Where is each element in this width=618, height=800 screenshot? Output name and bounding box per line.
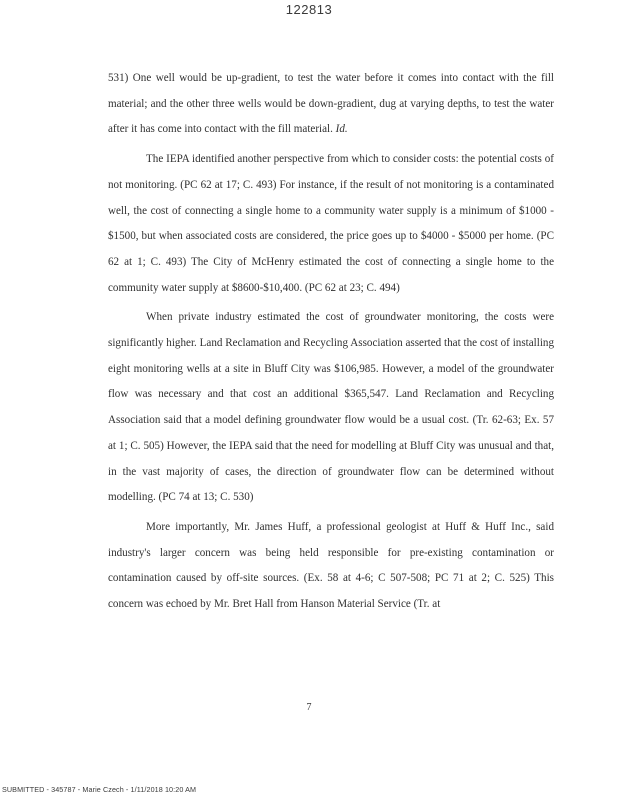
paragraph-2: The IEPA identified another perspective from which to consider costs: the potential costs of not monitoring. (PC 62 at 17; C. 493) For instance, if the result of not monitoring is a contaminated well, the cost of connecting a single home to a community water supply is a minimum of $1000 - $1500, but when associated costs are considered, the price goes up to $4000 - $5000 per home. (PC 62 at 1; C. 493) The City of McHenry estimated the cost of connecting a single home to the community water supply at $8600-$10,400. (PC 62 at 23; C. 494) [108, 153, 554, 294]
case-number-header: 122813 [285, 2, 333, 17]
citation-id: Id. [335, 123, 348, 136]
page-number: 7 [306, 702, 312, 713]
paragraph-1 [108, 66, 554, 143]
paragraph-3: When private industry estimated the cost of groundwater monitoring, the costs were significantly higher. Land Reclamation and Recycling Association asserted that the cost of installing eight monitoring wells at a site in Bluff City was $106,985. However, a model of the groundwater flow was necessary and that cost an additional $365,547. Land Reclamation and Recycling Association said that a model defining groundwater flow would be a usual cost. (Tr. 62-63; Ex. 57 at 1; C. 505) However, the IEPA said that the need for modelling at Bluff City was unusual and that, in the vast majority of cases, the direction of groundwater flow can be determined without modelling. (PC 74 at 13; C. 530) [108, 311, 554, 504]
paragraph-1-text: 531) One well would be up-gradient, to test the water before it comes into contact with the fill material; and the other three wells would be down-gradient, dug at varying depths, to test the water after it has come into contact with the fill material. [108, 72, 554, 136]
paragraph-4: More importantly, Mr. James Huff, a professional geologist at Huff & Huff Inc., said industry's larger concern was being held responsible for pre-existing contamination or contamination caused by off-site sources. (Ex. 58 at 4-6; C 507-508; PC 71 at 2; C. 525) This concern was echoed by Mr. Bret Hall from Hanson Material Service (Tr. at [108, 520, 554, 611]
document-body [108, 66, 554, 618]
submission-stamp: SUBMITTED - 345787 - Marie Czech - 1/11/2018 10:20 AM [2, 785, 197, 794]
